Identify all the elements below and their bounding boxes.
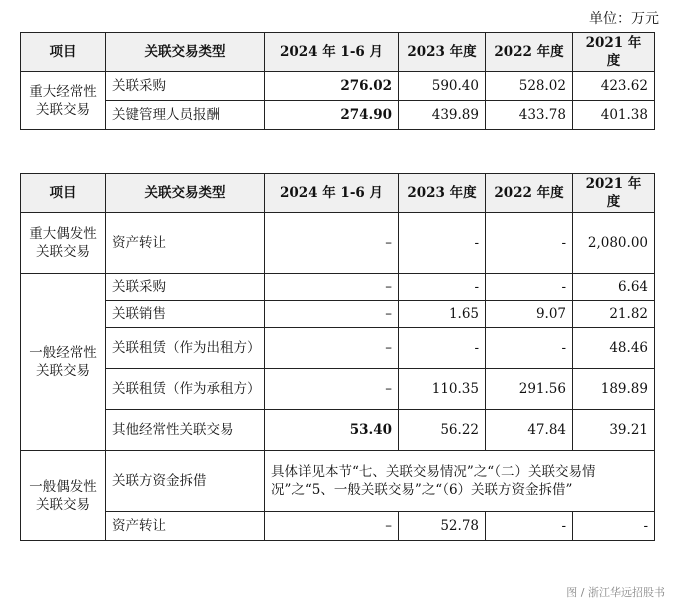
value-cell: 39.21	[573, 410, 655, 451]
note-cell: 具体详见本节“七、关联交易情况”之“（二）关联交易情况”之“5、一般关联交易”之“（6）关联方资金拆借”	[265, 451, 655, 512]
value-cell: 528.02	[486, 72, 573, 101]
table-row	[21, 369, 655, 410]
type-cell: 关联方资金拆借	[106, 451, 265, 512]
table-header-row	[21, 174, 655, 213]
value-cell: 21.82	[573, 301, 655, 328]
group-label: 一般经常性关联交易	[21, 274, 106, 451]
value-cell: -	[399, 213, 486, 274]
value-cell: 2,080.00	[573, 213, 655, 274]
header-2023: 2023 年度	[399, 33, 486, 72]
value-cell: 9.07	[486, 301, 573, 328]
related-transactions-table-2	[20, 173, 655, 541]
header-2021: 2021 年度	[573, 33, 655, 72]
group-label: 重大经常性关联交易	[21, 72, 106, 130]
header-type: 关联交易类型	[106, 174, 265, 213]
table-row	[21, 301, 655, 328]
value-cell: –	[265, 301, 399, 328]
related-transactions-table-1	[20, 32, 655, 130]
value-cell: -	[486, 328, 573, 369]
table-row	[21, 101, 655, 130]
value-cell: -	[399, 328, 486, 369]
group-label: 重大偶发性关联交易	[21, 213, 106, 274]
value-cell: 439.89	[399, 101, 486, 130]
value-cell: –	[265, 328, 399, 369]
type-cell: 关联采购	[106, 72, 265, 101]
value-cell: 110.35	[399, 369, 486, 410]
value-cell: –	[265, 213, 399, 274]
type-cell: 关键管理人员报酬	[106, 101, 265, 130]
type-cell: 其他经常性关联交易	[106, 410, 265, 451]
value-cell: 433.78	[486, 101, 573, 130]
value-cell: –	[265, 274, 399, 301]
unit-label: 单位：万元	[589, 11, 659, 27]
table-row	[21, 72, 655, 101]
value-cell: -	[573, 512, 655, 541]
value-cell: 48.46	[573, 328, 655, 369]
type-cell: 资产转让	[106, 512, 265, 541]
header-type: 关联交易类型	[106, 33, 265, 72]
table-row	[21, 451, 655, 512]
table-row	[21, 213, 655, 274]
type-cell: 关联租赁（作为承租方）	[106, 369, 265, 410]
value-cell: 189.89	[573, 369, 655, 410]
value-cell: 1.65	[399, 301, 486, 328]
value-cell: 590.40	[399, 72, 486, 101]
value-cell: 401.38	[573, 101, 655, 130]
table-row	[21, 410, 655, 451]
group-label: 一般偶发性关联交易	[21, 451, 106, 541]
value-cell: 56.22	[399, 410, 486, 451]
header-2024: 2024 年 1-6 月	[265, 174, 399, 213]
value-cell: –	[265, 512, 399, 541]
header-2022: 2022 年度	[486, 33, 573, 72]
value-cell: 291.56	[486, 369, 573, 410]
value-cell: 6.64	[573, 274, 655, 301]
value-cell: -	[486, 512, 573, 541]
value-cell: -	[486, 274, 573, 301]
value-cell: 47.84	[486, 410, 573, 451]
value-cell: 276.02	[265, 72, 399, 101]
value-cell: 274.90	[265, 101, 399, 130]
type-cell: 关联采购	[106, 274, 265, 301]
header-2024: 2024 年 1-6 月	[265, 33, 399, 72]
type-cell: 关联租赁（作为出租方）	[106, 328, 265, 369]
value-cell: -	[486, 213, 573, 274]
table-row	[21, 512, 655, 541]
header-item: 项目	[21, 174, 106, 213]
source-watermark: 图 / 浙江华远招股书	[566, 586, 665, 599]
table-row	[21, 274, 655, 301]
type-cell: 关联销售	[106, 301, 265, 328]
value-cell: –	[265, 369, 399, 410]
header-item: 项目	[21, 33, 106, 72]
header-2021: 2021 年度	[573, 174, 655, 213]
table-row	[21, 328, 655, 369]
table-header-row	[21, 33, 655, 72]
value-cell: 423.62	[573, 72, 655, 101]
header-2022: 2022 年度	[486, 174, 573, 213]
type-cell: 资产转让	[106, 213, 265, 274]
value-cell: -	[399, 274, 486, 301]
value-cell: 52.78	[399, 512, 486, 541]
value-cell: 53.40	[265, 410, 399, 451]
header-2023: 2023 年度	[399, 174, 486, 213]
